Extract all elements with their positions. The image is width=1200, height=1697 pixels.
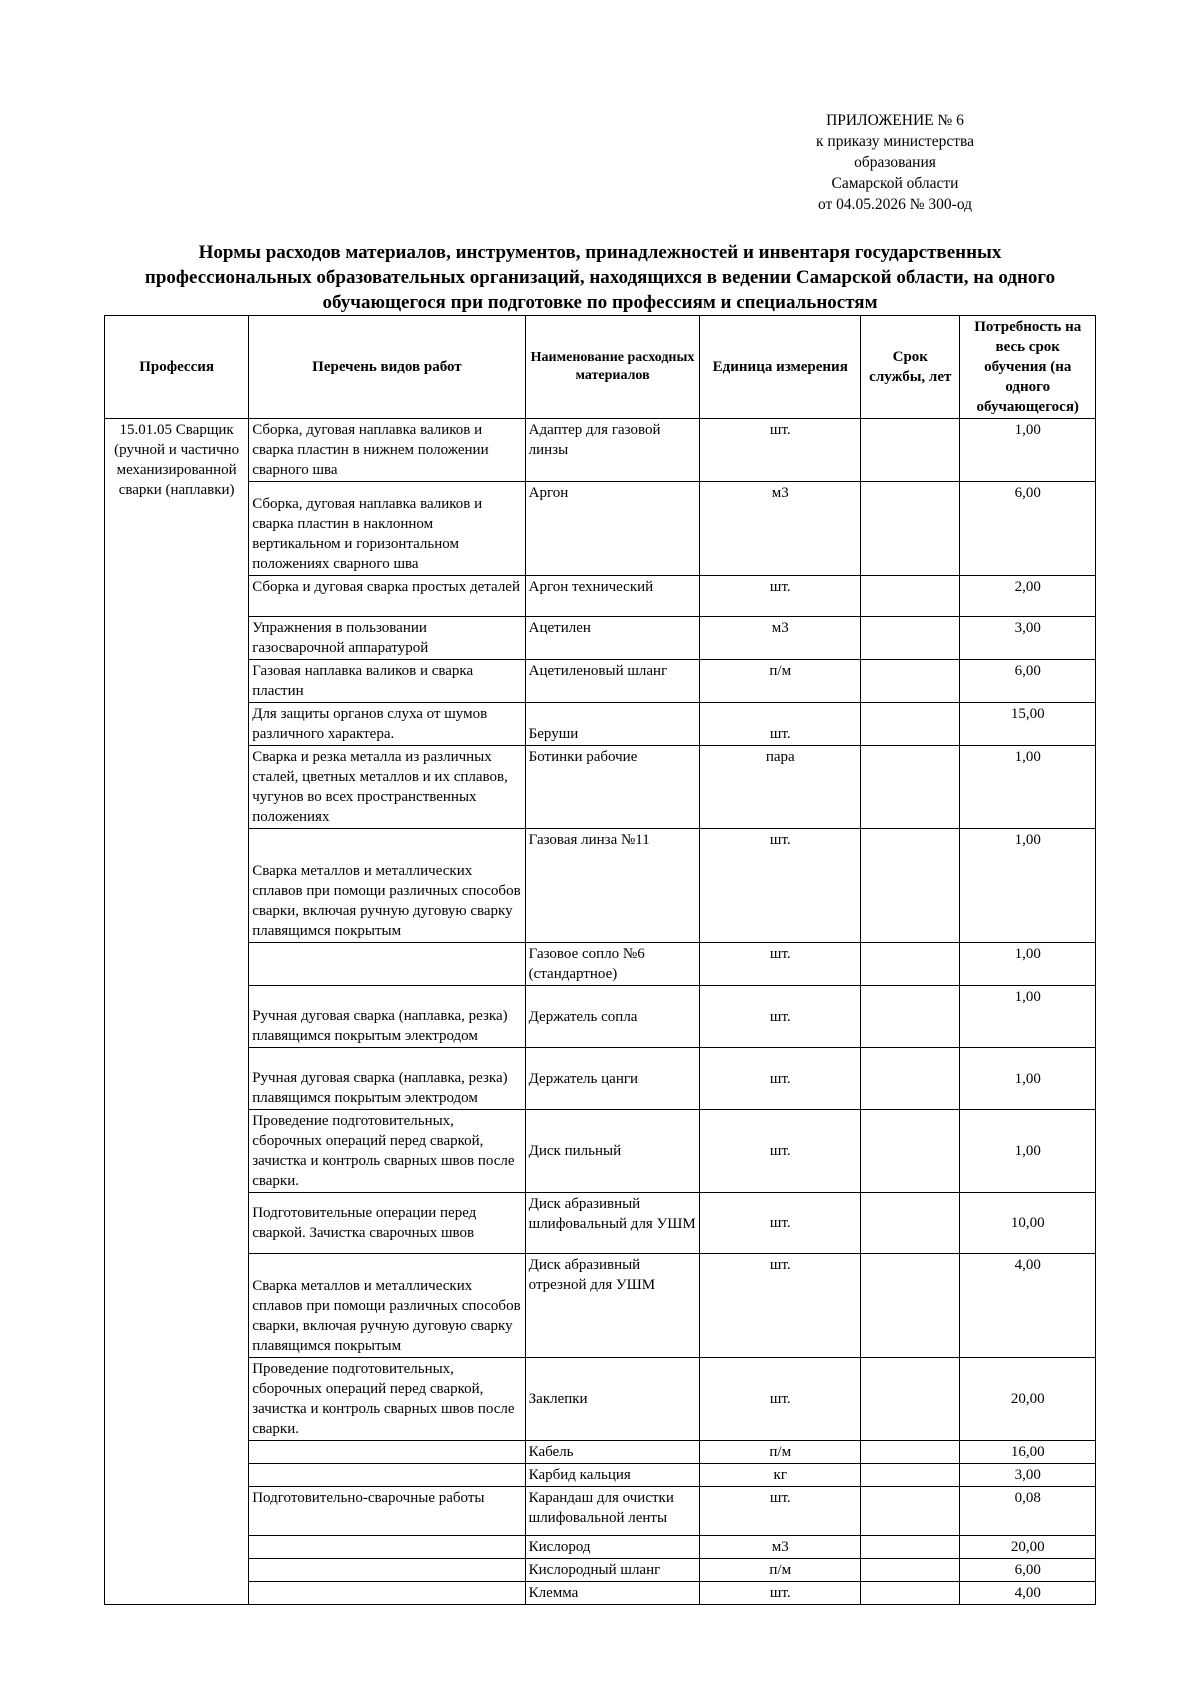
need-cell: 3,00	[960, 617, 1096, 660]
need-cell: 1,00	[960, 419, 1096, 482]
life-cell	[861, 986, 960, 1048]
material-cell: Беруши	[525, 703, 700, 746]
table-row	[105, 576, 1096, 617]
life-cell	[861, 1536, 960, 1559]
work-cell: Сварка и резка металла из различных сталей, цветных металлов и их сплавов, чугунов во всех пространственных положениях	[249, 746, 525, 829]
work-cell	[249, 1559, 525, 1582]
need-cell: 6,00	[960, 482, 1096, 576]
unit-cell: шт.	[700, 1254, 861, 1358]
work-cell	[249, 1536, 525, 1559]
unit-cell: м3	[700, 1536, 861, 1559]
material-cell: Газовое сопло №6 (стандартное)	[525, 943, 700, 986]
unit-cell: шт.	[700, 1358, 861, 1441]
appendix-order-line: Самарской области	[831, 175, 959, 192]
table-row	[105, 1254, 1096, 1358]
life-cell	[861, 482, 960, 576]
material-cell: Кислород	[525, 1536, 700, 1559]
unit-cell: кг	[700, 1464, 861, 1487]
table-row	[105, 617, 1096, 660]
table-row	[105, 1358, 1096, 1441]
header-material: Наименование расходных материалов	[525, 316, 700, 419]
table-row	[105, 1441, 1096, 1464]
life-cell	[861, 1582, 960, 1605]
material-cell: Аргон	[525, 482, 700, 576]
work-cell: Подготовительно-сварочные работы	[249, 1487, 525, 1536]
appendix-order-line: к приказу министерства	[816, 133, 974, 150]
material-cell: Заклепки	[525, 1358, 700, 1441]
material-cell: Диск абразивный шлифовальный для УШМ	[525, 1193, 700, 1254]
need-cell: 15,00	[960, 703, 1096, 746]
material-cell: Клемма	[525, 1582, 700, 1605]
work-cell: Проведение подготовительных, сборочных операций перед сваркой, зачистка и контроль сварных швов после сварки.	[249, 1358, 525, 1441]
work-cell	[249, 943, 525, 986]
work-cell	[249, 1464, 525, 1487]
work-cell: Сварка металлов и металлических сплавов при помощи различных способов сварки, включая ручную дуговую сварку плавящимся покрытым	[249, 1254, 525, 1358]
need-cell: 10,00	[960, 1193, 1096, 1254]
life-cell	[861, 576, 960, 617]
appendix-block	[770, 110, 1020, 215]
need-cell: 4,00	[960, 1254, 1096, 1358]
work-cell: Упражнения в пользовании газосварочной аппаратурой	[249, 617, 525, 660]
work-cell: Ручная дуговая сварка (наплавка, резка) плавящимся покрытым электродом	[249, 1048, 525, 1110]
unit-cell: шт.	[700, 1193, 861, 1254]
life-cell	[861, 1193, 960, 1254]
unit-cell: м3	[700, 482, 861, 576]
table-row	[105, 1536, 1096, 1559]
life-cell	[861, 419, 960, 482]
unit-cell: шт.	[700, 576, 861, 617]
work-cell: Сборка, дуговая наплавка валиков и сварка пластин в нижнем положении сварного шва	[249, 419, 525, 482]
profession-cell: 15.01.05 Сварщик (ручной и частично механизированной сварки (наплавки)	[105, 419, 249, 1605]
unit-cell: шт.	[700, 1487, 861, 1536]
unit-cell: шт.	[700, 1582, 861, 1605]
header-profession: Профессия	[105, 316, 249, 419]
life-cell	[861, 943, 960, 986]
work-cell	[249, 1582, 525, 1605]
header-life: Срок службы, лет	[861, 316, 960, 419]
table-row	[105, 1487, 1096, 1536]
table-row	[105, 1559, 1096, 1582]
life-cell	[861, 1559, 960, 1582]
need-cell: 1,00	[960, 746, 1096, 829]
table-row	[105, 829, 1096, 943]
appendix-order-date: от 04.05.2026 № 300-од	[817, 196, 973, 213]
material-cell: Карбид кальция	[525, 1464, 700, 1487]
table-row	[105, 660, 1096, 703]
material-cell: Диск абразивный отрезной для УШМ	[525, 1254, 700, 1358]
work-cell: Газовая наплавка валиков и сварка пластин	[249, 660, 525, 703]
header-unit: Единица измерения	[700, 316, 861, 419]
unit-cell: м3	[700, 617, 861, 660]
life-cell	[861, 617, 960, 660]
need-cell: 16,00	[960, 1441, 1096, 1464]
norms-table	[104, 315, 1096, 1605]
work-cell: Для защиты органов слуха от шумов различного характера.	[249, 703, 525, 746]
title-line: Нормы расходов материалов, инструментов, принадлежностей и инвентаря государственных	[198, 242, 1002, 263]
header-works: Перечень видов работ	[249, 316, 525, 419]
material-cell: Газовая линза №11	[525, 829, 700, 943]
material-cell: Держатель сопла	[525, 986, 700, 1048]
need-cell: 1,00	[960, 829, 1096, 943]
material-cell: Кабель	[525, 1441, 700, 1464]
material-cell: Кислородный шланг	[525, 1559, 700, 1582]
need-cell: 1,00	[960, 943, 1096, 986]
table-row	[105, 703, 1096, 746]
table-row	[105, 1582, 1096, 1605]
need-cell: 20,00	[960, 1536, 1096, 1559]
life-cell	[861, 1441, 960, 1464]
material-cell: Диск пильный	[525, 1110, 700, 1193]
table-row	[105, 482, 1096, 576]
table-row	[105, 746, 1096, 829]
unit-cell: шт.	[700, 703, 861, 746]
need-cell: 1,00	[960, 1048, 1096, 1110]
appendix-order-line: образования	[854, 154, 936, 171]
need-cell: 6,00	[960, 660, 1096, 703]
table-row	[105, 986, 1096, 1048]
material-cell: Ацетиленовый шланг	[525, 660, 700, 703]
life-cell	[861, 1487, 960, 1536]
table-header-row	[105, 316, 1096, 419]
need-cell: 20,00	[960, 1358, 1096, 1441]
work-cell: Подготовительные операции перед сваркой. Зачистка сварочных швов	[249, 1193, 525, 1254]
unit-cell: шт.	[700, 829, 861, 943]
title-line: обучающегося при подготовке по профессиям и специальностям	[322, 292, 878, 313]
work-cell: Ручная дуговая сварка (наплавка, резка) плавящимся покрытым электродом	[249, 986, 525, 1048]
work-cell: Проведение подготовительных, сборочных операций перед сваркой, зачистка и контроль сварных швов после сварки.	[249, 1110, 525, 1193]
work-cell: Сварка металлов и металлических сплавов при помощи различных способов сварки, включая ручную дуговую сварку плавящимся покрытым	[249, 829, 525, 943]
unit-cell: п/м	[700, 1559, 861, 1582]
material-cell: Держатель цанги	[525, 1048, 700, 1110]
life-cell	[861, 1358, 960, 1441]
need-cell: 6,00	[960, 1559, 1096, 1582]
material-cell: Карандаш для очистки шлифовальной ленты	[525, 1487, 700, 1536]
life-cell	[861, 829, 960, 943]
document-title	[100, 240, 1100, 315]
material-cell: Ботинки рабочие	[525, 746, 700, 829]
unit-cell: шт.	[700, 1048, 861, 1110]
need-cell: 1,00	[960, 1110, 1096, 1193]
unit-cell: п/м	[700, 660, 861, 703]
table-row	[105, 1048, 1096, 1110]
life-cell	[861, 660, 960, 703]
life-cell	[861, 1110, 960, 1193]
unit-cell: шт.	[700, 943, 861, 986]
life-cell	[861, 1254, 960, 1358]
table-row	[105, 419, 1096, 482]
table-row	[105, 1464, 1096, 1487]
work-cell: Сборка и дуговая сварка простых деталей	[249, 576, 525, 617]
life-cell	[861, 703, 960, 746]
header-need: Потребность на весь срок обучения (на одного обучающегося)	[960, 316, 1096, 419]
material-cell: Адаптер для газовой линзы	[525, 419, 700, 482]
table-row	[105, 1110, 1096, 1193]
table-row	[105, 1193, 1096, 1254]
life-cell	[861, 746, 960, 829]
need-cell: 2,00	[960, 576, 1096, 617]
work-cell: Сборка, дуговая наплавка валиков и сварка пластин в наклонном вертикальном и горизонтальном положениях сварного шва	[249, 482, 525, 576]
unit-cell: шт.	[700, 419, 861, 482]
unit-cell: шт.	[700, 1110, 861, 1193]
need-cell: 3,00	[960, 1464, 1096, 1487]
work-cell	[249, 1441, 525, 1464]
appendix-number: ПРИЛОЖЕНИЕ № 6	[826, 112, 964, 129]
material-cell: Ацетилен	[525, 617, 700, 660]
title-line: профессиональных образовательных организаций, находящихся в ведении Самарской области, на одного	[144, 267, 1056, 288]
unit-cell: шт.	[700, 986, 861, 1048]
need-cell: 0,08	[960, 1487, 1096, 1536]
table-row	[105, 943, 1096, 986]
need-cell: 1,00	[960, 986, 1096, 1048]
unit-cell: п/м	[700, 1441, 861, 1464]
unit-cell: пара	[700, 746, 861, 829]
life-cell	[861, 1048, 960, 1110]
life-cell	[861, 1464, 960, 1487]
need-cell: 4,00	[960, 1582, 1096, 1605]
material-cell: Аргон технический	[525, 576, 700, 617]
